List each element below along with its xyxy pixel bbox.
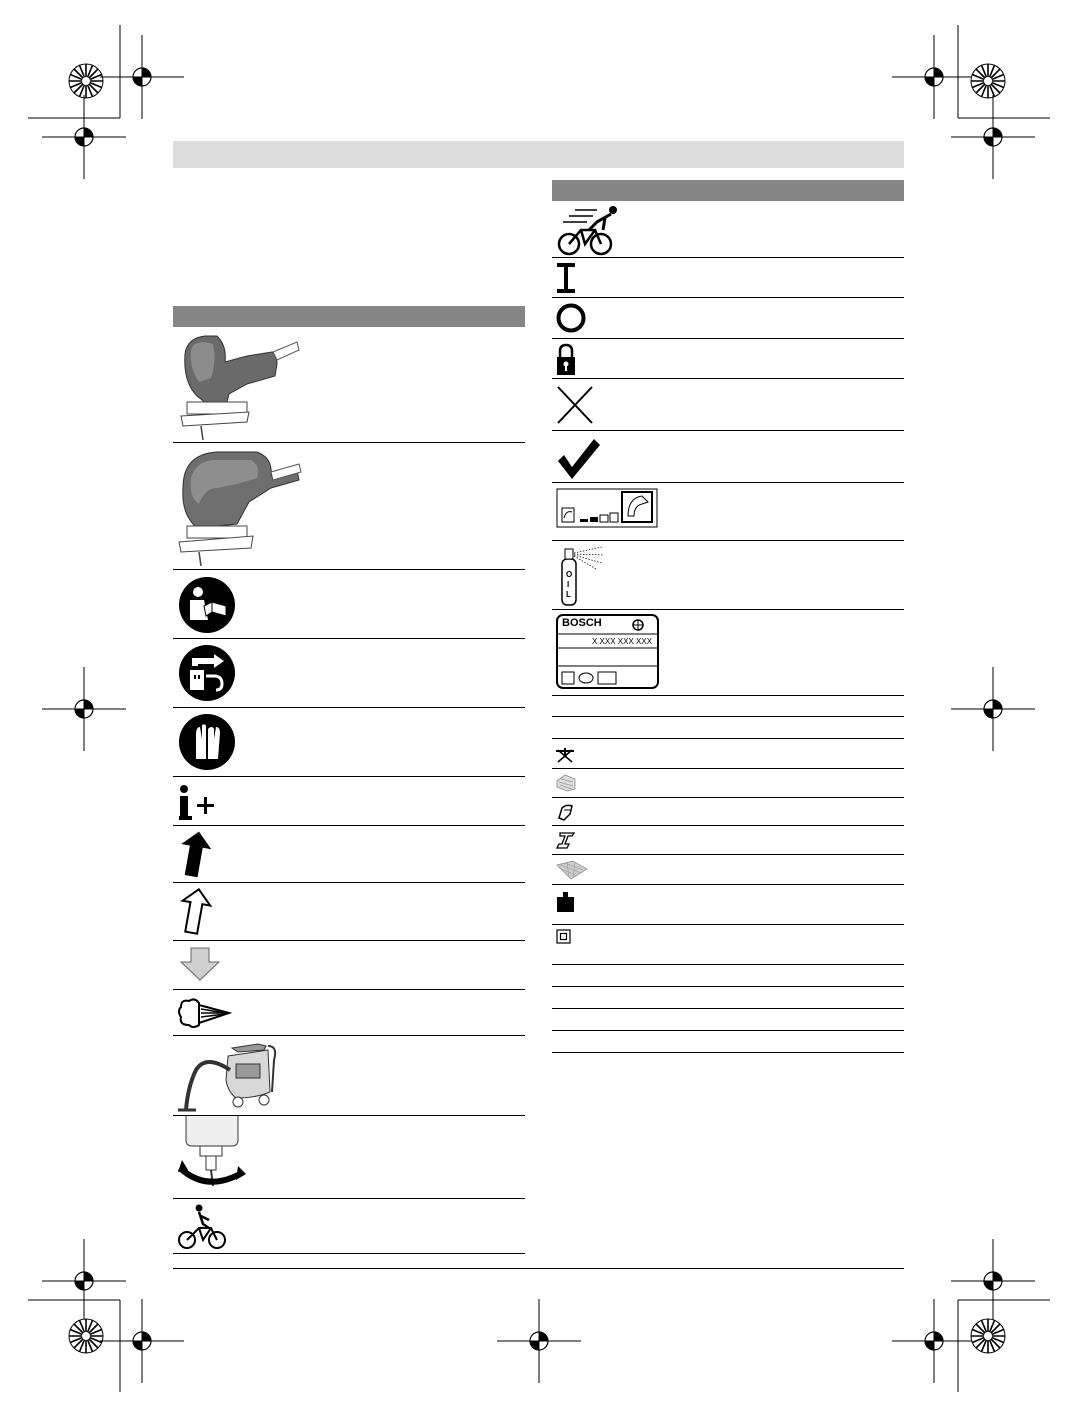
vacuum-cleaner-icon bbox=[176, 1040, 286, 1114]
jigsaw-pendulum-icon bbox=[177, 332, 302, 440]
right-row-4 bbox=[552, 339, 904, 379]
right-row-3 bbox=[552, 298, 904, 339]
info-plus-icon bbox=[179, 785, 221, 821]
left-row-7 bbox=[173, 826, 525, 883]
nameplate-brand: BOSCH bbox=[562, 617, 602, 629]
right-table-row-4 bbox=[552, 769, 904, 798]
left-row-3 bbox=[173, 570, 525, 639]
oil-letter-i: I bbox=[567, 580, 570, 589]
left-row-5 bbox=[173, 708, 525, 777]
right-table-row-10 bbox=[552, 965, 904, 987]
read-manual-icon bbox=[178, 576, 236, 634]
left-row-6 bbox=[173, 777, 525, 826]
left-row-4 bbox=[173, 639, 525, 708]
right-row-1 bbox=[552, 201, 904, 258]
laminate-icon bbox=[555, 859, 589, 881]
left-row-12 bbox=[173, 1116, 525, 1199]
left-row-10 bbox=[173, 990, 525, 1036]
wear-gloves-icon bbox=[178, 713, 236, 771]
right-table-row-3 bbox=[552, 739, 904, 769]
right-row-2 bbox=[552, 258, 904, 298]
right-row-7 bbox=[552, 483, 904, 541]
right-table-row-13 bbox=[552, 1031, 904, 1053]
right-table-row-2 bbox=[552, 717, 904, 739]
right-table-row-12 bbox=[552, 1009, 904, 1031]
footer-rule bbox=[173, 1268, 904, 1269]
oil-spray-icon bbox=[556, 545, 608, 607]
padlock-icon bbox=[556, 343, 580, 377]
outline-arrow-up-icon bbox=[177, 887, 213, 937]
left-row-1 bbox=[173, 327, 525, 443]
right-row-5 bbox=[552, 379, 904, 431]
circle-icon bbox=[556, 303, 588, 335]
left-row-9 bbox=[173, 941, 525, 990]
unplug-icon bbox=[178, 644, 236, 702]
right-table-row-11 bbox=[552, 987, 904, 1009]
oil-letter-l: L bbox=[566, 590, 571, 599]
i-beam-icon bbox=[557, 263, 579, 293]
right-table-row-6 bbox=[552, 826, 904, 855]
arrow-down-icon bbox=[179, 946, 221, 982]
speed-scale-icon bbox=[556, 488, 660, 530]
jigsaw-large-icon bbox=[177, 448, 302, 566]
nameplate-icon bbox=[556, 614, 660, 690]
fast-cyclist-icon bbox=[555, 204, 621, 256]
right-table-row-7 bbox=[552, 855, 904, 885]
stroke-icon bbox=[555, 744, 575, 764]
right-section-header bbox=[552, 180, 904, 201]
left-row-11 bbox=[173, 1036, 525, 1116]
nameplate-serial: X XXX XXX XXX bbox=[592, 637, 653, 646]
weight-icon bbox=[556, 891, 576, 913]
page-header-bar bbox=[173, 141, 904, 168]
right-row-9 bbox=[552, 610, 904, 696]
protection-class-icon bbox=[556, 929, 572, 945]
right-table-row-5 bbox=[552, 798, 904, 826]
steel-profile-icon bbox=[556, 830, 576, 850]
left-row-8 bbox=[173, 883, 525, 941]
left-row-13 bbox=[173, 1199, 525, 1254]
right-table-row-9 bbox=[552, 925, 904, 965]
metal-icon bbox=[556, 802, 576, 822]
left-row-2 bbox=[173, 443, 525, 570]
right-table-row-8 bbox=[552, 885, 904, 925]
oil-letter-o: O bbox=[566, 570, 573, 579]
cyclist-icon bbox=[177, 1202, 227, 1252]
wood-icon bbox=[555, 773, 577, 793]
cross-icon bbox=[556, 385, 596, 425]
right-table-row-1 bbox=[552, 696, 904, 717]
blow-air-icon bbox=[177, 995, 233, 1031]
right-row-6 bbox=[552, 431, 904, 483]
checkmark-icon bbox=[556, 437, 602, 481]
right-row-8 bbox=[552, 541, 904, 610]
rotate-blade-icon bbox=[176, 1116, 248, 1196]
left-section-header bbox=[173, 306, 525, 327]
filled-arrow-up-icon bbox=[177, 830, 213, 880]
